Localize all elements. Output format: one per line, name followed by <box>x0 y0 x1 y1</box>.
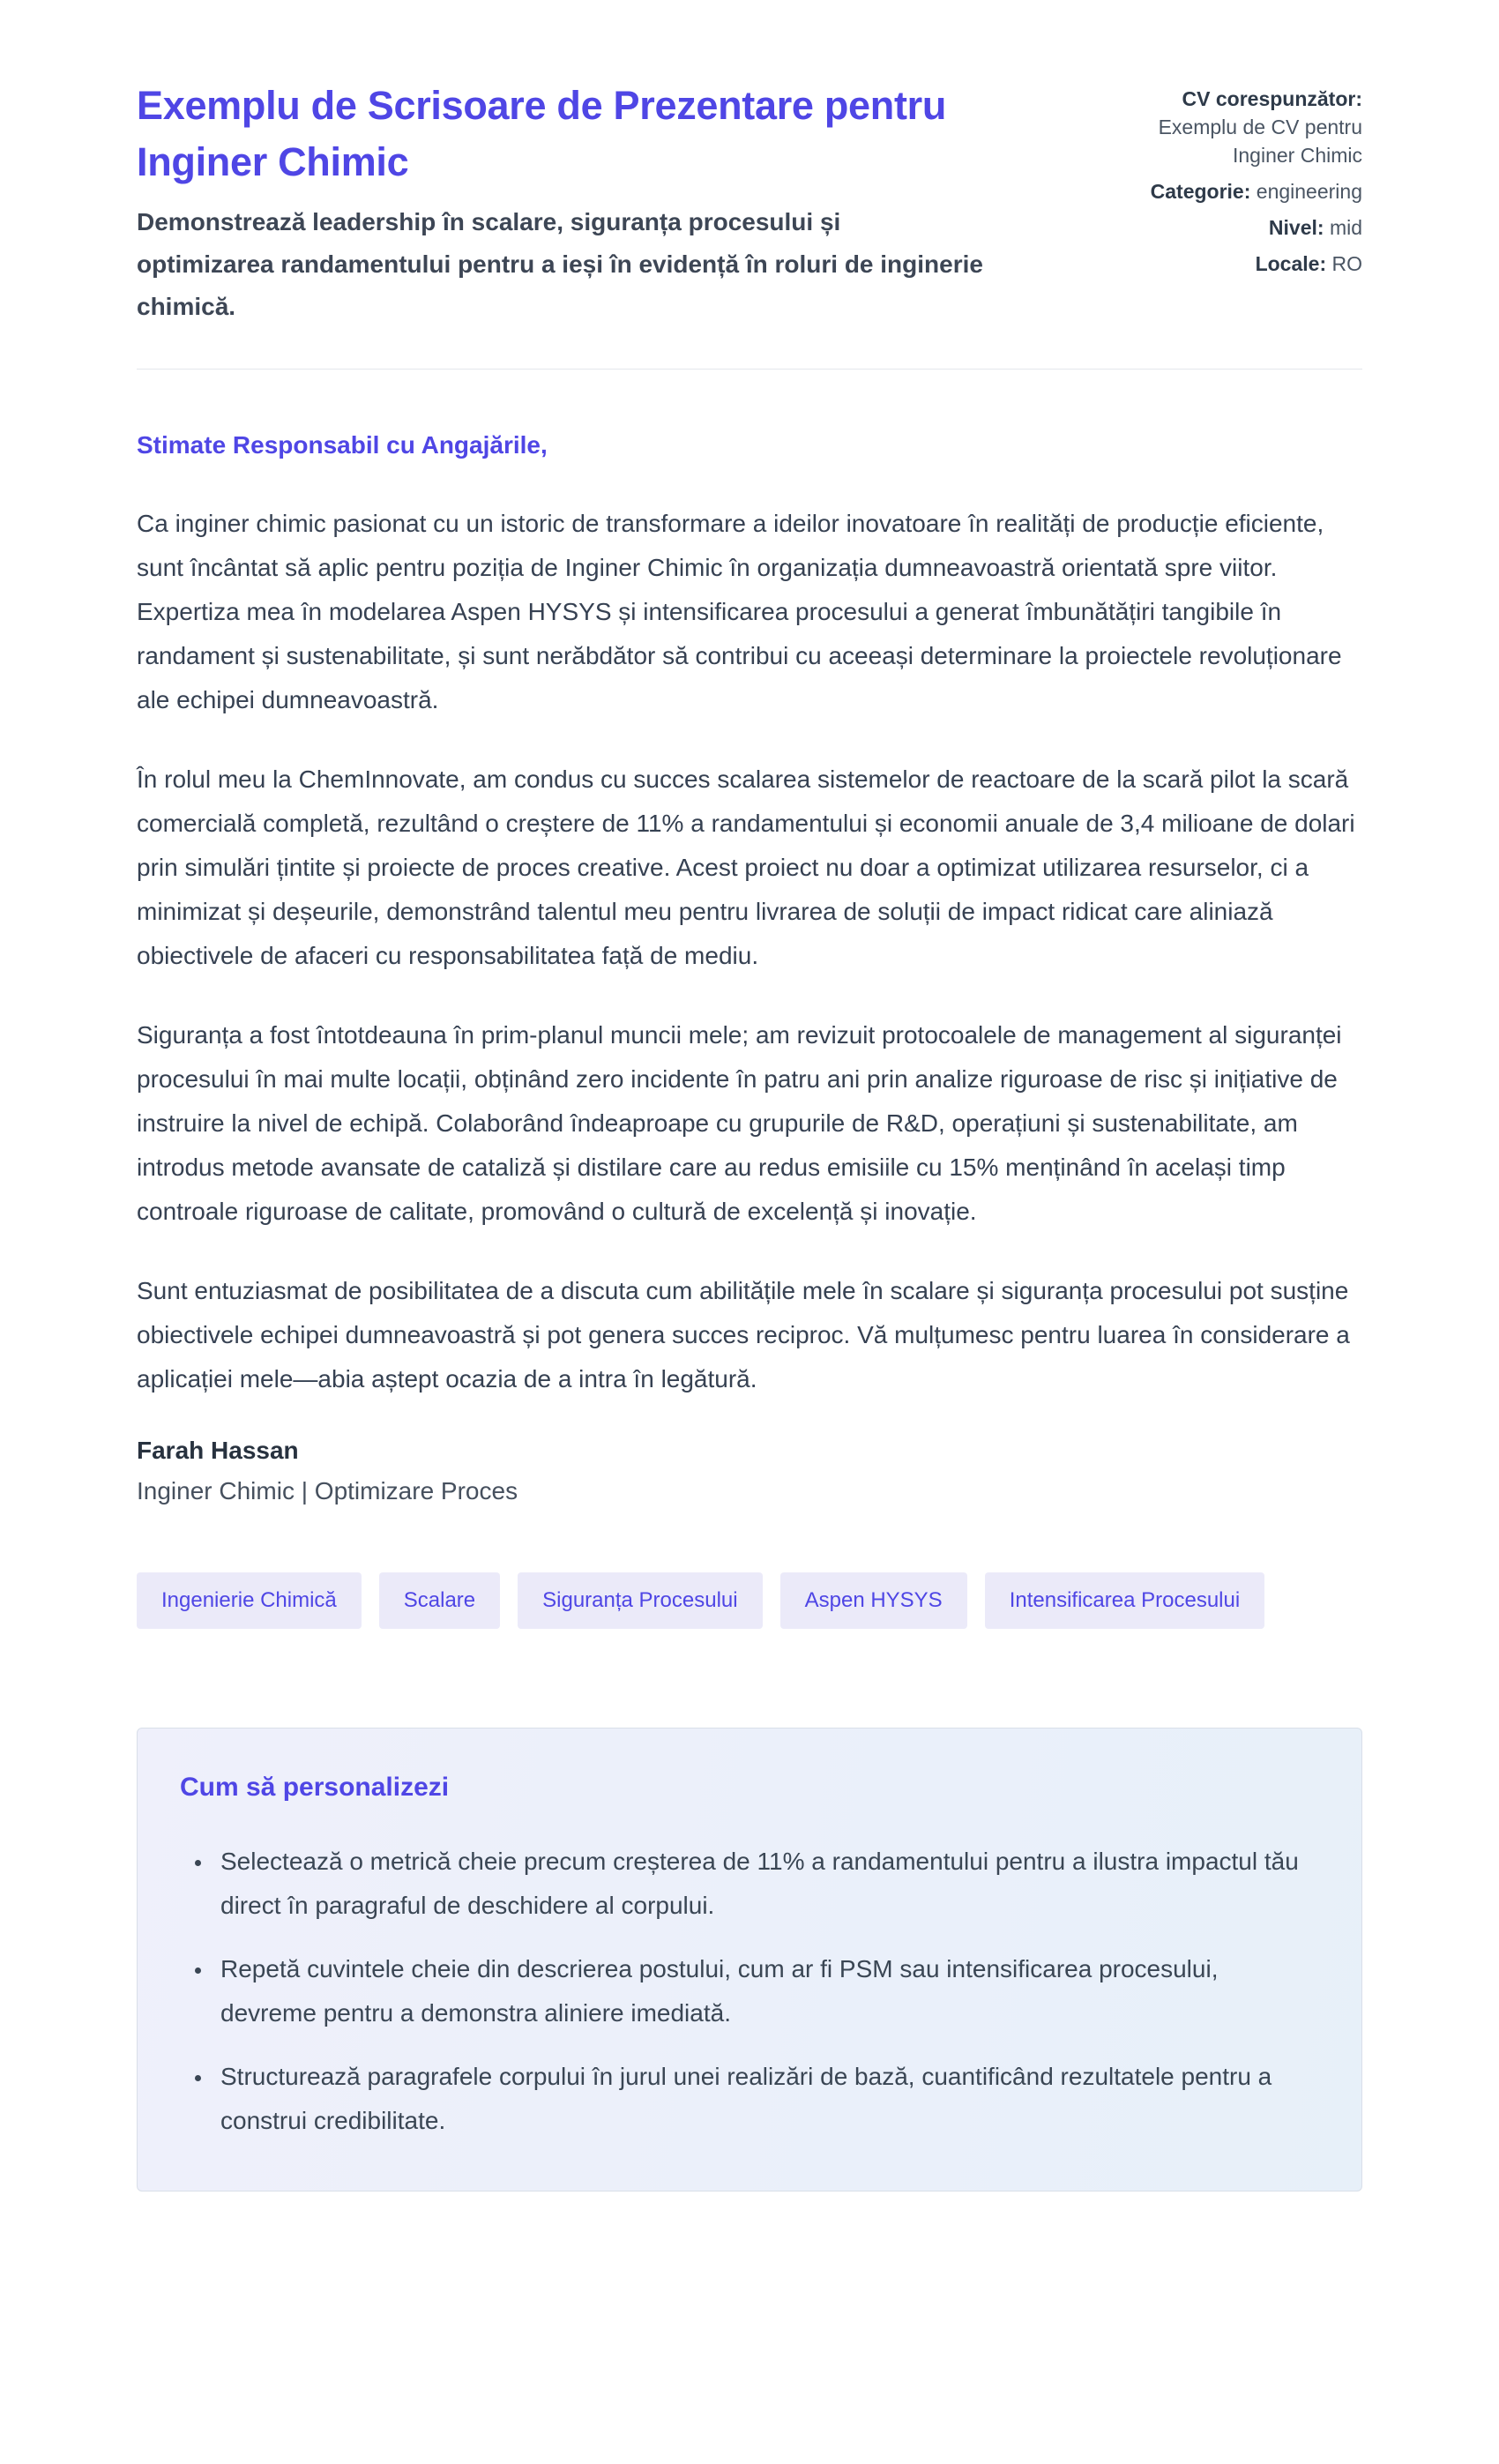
meta-level-value: mid <box>1329 216 1362 239</box>
matching-cv-link[interactable]: Exemplu de CV pentru Inginer Chimic <box>1158 116 1362 167</box>
meta-category-label: Categorie: <box>1150 180 1251 203</box>
tips-title: Cum să personalizezi <box>180 1772 450 1802</box>
skill-tags-row <box>137 1572 1362 1629</box>
meta-category <box>1098 177 1362 205</box>
header-title-block <box>137 78 983 328</box>
tag-chip-aspen-hysys[interactable]: Aspen HYSYS <box>780 1572 967 1629</box>
letter-paragraph-4: Sunt entuziasmat de posibilitatea de a discuta cum abilitățile mele în scalare și siguranța procesului pot susține obiectivele echipei dumneavoastră și pot genera succes reciproc. Vă mulțumesc pentru luarea în considerare a aplicației mele—abia aștept ocazia de a intra în legătură. <box>137 1276 1350 1393</box>
meta-matching-cv <box>1098 85 1362 169</box>
meta-cv-label: CV corespunzător: <box>1182 87 1362 110</box>
meta-panel <box>1098 78 1362 286</box>
tip-item-2: • Repetă cuvintele cheie din descrierea postului, cum ar fi PSM sau intensificarea procesului, devreme pentru a demonstra aliniere imediată. <box>213 1947 1319 2035</box>
tag-chip-process-intensification[interactable]: Intensificarea Procesului <box>985 1572 1264 1629</box>
customization-tips-box <box>137 1728 1362 2191</box>
signature-block <box>137 1437 1362 1505</box>
letter-paragraph-3: Siguranța a fost întotdeauna în prim-planul muncii mele; am revizuit protocoalele de management al siguranței procesului în mai multe locații, obținând zero incidente în patru ani prin analize riguroase de risc și inițiative de instruire la nivel de echipă. Colaborând îndeaproape cu grupurile de R&D, operațiuni și sustenabilitate, am introdus metode avansate de cataliză și distilare care au redus emisiile cu 15% menținând în același timp controale riguroase de calitate, promovând o cultură de excelență și inovație. <box>137 1020 1342 1225</box>
tag-chip-process-safety[interactable]: Siguranța Procesului <box>518 1572 762 1629</box>
meta-locale-value: RO <box>1331 252 1362 275</box>
tips-list <box>180 1840 1319 2143</box>
meta-level <box>1098 213 1362 242</box>
signature-name: Farah Hassan <box>137 1436 299 1464</box>
header <box>137 78 1362 328</box>
signature-role: Inginer Chimic | Optimizare Proces <box>137 1476 518 1505</box>
meta-locale-label: Locale: <box>1255 252 1327 275</box>
tag-chip-scale-up[interactable]: Scalare <box>379 1572 500 1629</box>
letter-paragraph-1: Ca inginer chimic pasionat cu un istoric de transformare a ideilor inovatoare în realități de producție eficiente, sunt încântat să aplic pentru poziția de Inginer Chimic în organizația dumneavoastră orientată spre viitor. Expertiza mea în modelarea Aspen HYSYS și intensificarea procesului a generat îmbunătățiri tangibile în randament și sustenabilitate, și sunt nerăbdător să contribui cu aceeași determinare la proiectele revoluționare ale echipei dumneavoastră. <box>137 509 1342 713</box>
page-title: Exemplu de Scrisoare de Prezentare pentru Inginer Chimic <box>137 83 947 184</box>
meta-locale <box>1098 250 1362 278</box>
meta-level-label: Nivel: <box>1268 216 1324 239</box>
meta-category-value: engineering <box>1256 180 1362 203</box>
tag-chip-chemical-engineering[interactable]: Ingenierie Chimică <box>137 1572 362 1629</box>
letter-paragraph-2: În rolul meu la ChemInnovate, am condus cu succes scalarea sistemelor de reactoare de la scară pilot la scară comercială completă, rezultând o creștere de 11% a randamentului și economii anuale de 3,4 milioane de dolari prin simulări țintite și proiecte de proces creative. Acest proiect nu doar a optimizat utilizarea resurselor, ci a minimizat și deșeurile, demonstrând talentul meu pentru livrarea de soluții de impact ridicat care aliniază obiectivele de afaceri cu responsabilitatea față de mediu. <box>137 765 1355 969</box>
letter-body <box>137 431 1362 1505</box>
tip-item-3: • Structurează paragrafele corpului în jurul unei realizări de bază, cuantificând rezultatele pentru a construi credibilitate. <box>213 2055 1319 2143</box>
tip-item-1: • Selectează o metrică cheie precum creșterea de 11% a randamentului pentru a ilustra impactul tău direct în paragraful de deschidere al corpului. <box>213 1840 1319 1928</box>
header-divider <box>137 369 1362 370</box>
letter-greeting: Stimate Responsabil cu Angajările, <box>137 430 548 459</box>
page-subtitle: Demonstrează leadership în scalare, siguranța procesului și optimizarea randamentului pentru a ieși în evidență în roluri de inginerie chimică. <box>137 207 983 320</box>
